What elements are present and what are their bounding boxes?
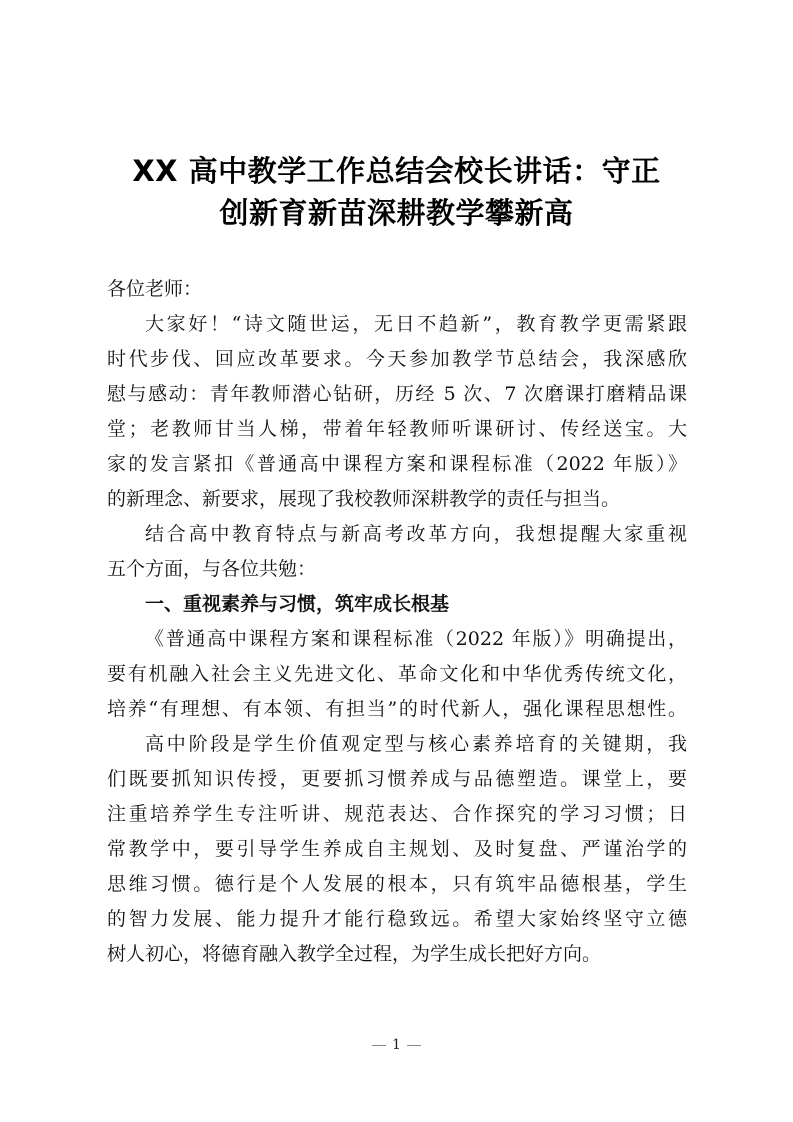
- paragraph-line: 注重培养学生专注听讲、规范表达、合作探究的学习习惯；日: [107, 803, 687, 825]
- paragraph-line: 们既要抓知识传授，更要抓习惯养成与品德塑造。课堂上，要: [107, 768, 687, 790]
- paragraph-intro-five-aspects: [107, 517, 687, 587]
- section-heading: 一、重视素养与习惯，筑牢成长根基: [145, 593, 450, 615]
- document-title: [100, 150, 693, 234]
- page-number: 1: [392, 1037, 401, 1053]
- page-number-footer: [0, 1037, 793, 1053]
- paragraph-line: 要有机融入社会主义先进文化、革命文化和中华优秀传统文化，: [107, 663, 687, 685]
- paragraph-line: 《普通高中课程方案和课程标准（2022 年版）》明确提出，: [145, 628, 687, 650]
- paragraph-line: 的新理念、新要求，展现了我校教师深耕教学的责任与担当。: [107, 488, 621, 510]
- paragraph-line: 五个方面，与各位共勉：: [107, 558, 317, 580]
- dash-right: [407, 1045, 421, 1046]
- paragraph-curriculum-standard: [107, 622, 687, 727]
- document-body: [107, 272, 687, 972]
- salutation: 各位老师：: [107, 278, 203, 300]
- paragraph-line: 树人初心，将德育融入教学全过程，为学生成长把好方向。: [107, 943, 602, 965]
- paragraph-opening: [107, 307, 687, 517]
- paragraph-habits-and-morals: [107, 727, 687, 972]
- paragraph-line: 的智力发展、能力提升才能行稳致远。希望大家始终坚守立德: [107, 908, 687, 930]
- paragraph-line: 大家好！“诗文随世运，无日不趋新”，教育教学更需紧跟: [145, 313, 687, 335]
- paragraph-line: 家的发言紧扣《普通高中课程方案和课程标准（2022 年版）》: [107, 453, 687, 475]
- paragraph-line: 慰与感动：青年教师潜心钻研，历经 5 次、7 次磨课打磨精品课: [107, 383, 687, 405]
- paragraph-line: 高中阶段是学生价值观定型与核心素养培育的关键期，我: [145, 733, 687, 755]
- title-line-1: XX 高中教学工作总结会校长讲话：守正: [132, 154, 661, 188]
- paragraph-line: 堂；老教师甘当人梯，带着年轻教师听课研讨、传经送宝。大: [107, 418, 687, 440]
- paragraph-line: 思维习惯。德行是个人发展的根本，只有筑牢品德根基，学生: [107, 873, 687, 895]
- title-line-2: 创新育新苗深耕教学攀新高: [219, 196, 574, 230]
- paragraph-line: 时代步伐、回应改革要求。今天参加教学节总结会，我深感欣: [107, 348, 687, 370]
- paragraph-line: 结合高中教育特点与新高考改革方向，我想提醒大家重视: [145, 523, 687, 545]
- dash-left: [372, 1045, 386, 1046]
- paragraph-line: 培养“有理想、有本领、有担当”的时代新人，强化课程思想性。: [107, 698, 687, 720]
- paragraph-line: 常教学中，要引导学生养成自主规划、及时复盘、严谨治学的: [107, 838, 687, 860]
